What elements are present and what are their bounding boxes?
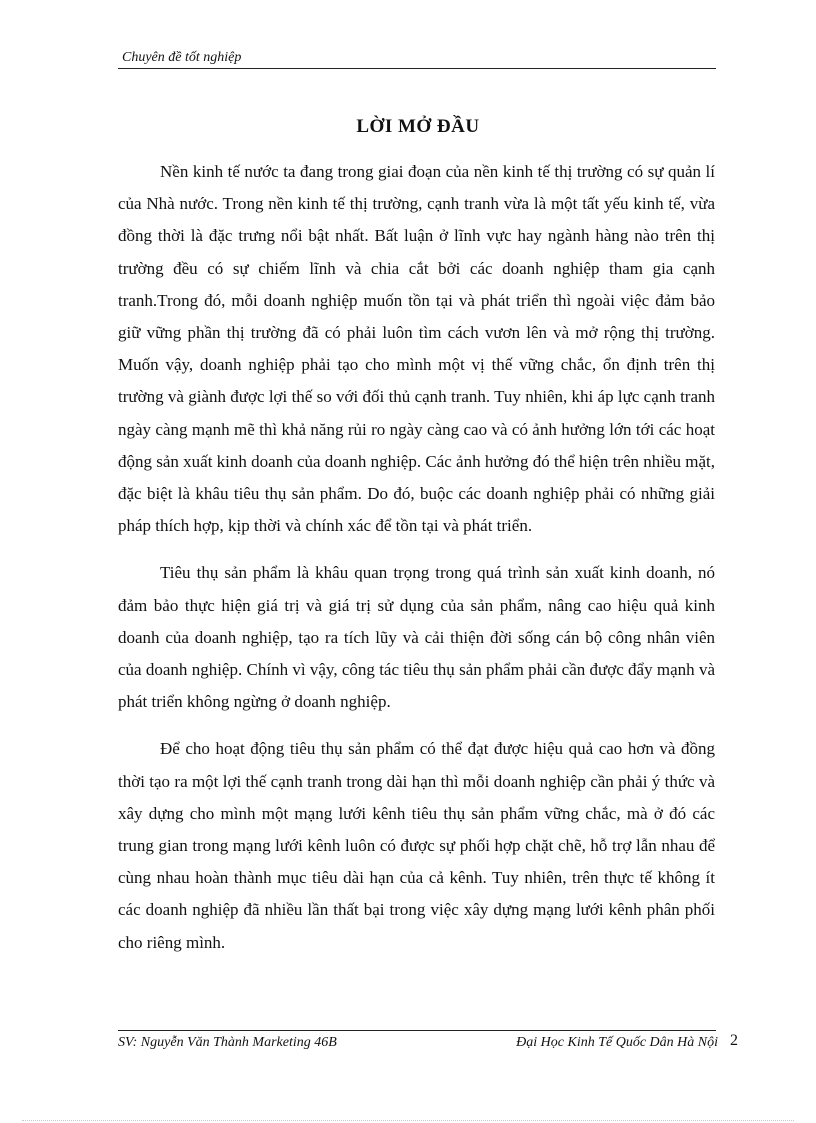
footer-rule bbox=[118, 1030, 716, 1031]
page-bottom-border bbox=[22, 1120, 794, 1121]
body-text bbox=[118, 156, 715, 974]
footer-university: Đại Học Kinh Tế Quốc Dân Hà Nội bbox=[516, 1035, 718, 1050]
header-rule bbox=[118, 68, 716, 69]
footer-student: SV: Nguyễn Văn Thành Marketing 46B bbox=[118, 1035, 337, 1050]
paragraph-2: Tiêu thụ sản phẩm là khâu quan trọng trong quá trình sản xuất kinh doanh, nó đảm bảo thực hiện giá trị và giá trị sử dụng của sản phẩm, nâng cao hiệu quả kinh doanh của doanh nghiệp, tạo ra tích lũy và cải thiện đời sống cán bộ công nhân viên của doanh nghiệp. Chính vì vậy, công tác tiêu thụ sản phẩm phải cần được đẩy mạnh và phát triển không ngừng ở doanh nghiệp. bbox=[118, 563, 715, 712]
paragraph-3: Để cho hoạt động tiêu thụ sản phẩm có thể đạt được hiệu quả cao hơn và đồng thời tạo ra một lợi thế cạnh tranh trong dài hạn thì mỗi doanh nghiệp cần phải ý thức và xây dựng cho mình một mạng lưới kênh tiêu thụ sản phẩm vững chắc, mà ở đó các trung gian trong mạng lưới kênh luôn có được sự phối hợp chặt chẽ, hỗ trợ lẫn nhau để cùng nhau hoàn thành mục tiêu dài hạn của cả kênh. Tuy nhiên, trên thực tế không ít các doanh nghiệp đã nhiều lần thất bại trong việc xây dựng mạng lưới kênh phân phối cho riêng mình. bbox=[118, 739, 715, 952]
paragraph-1: Nền kinh tế nước ta đang trong giai đoạn của nền kinh tế thị trường có sự quản lí của Nhà nước. Trong nền kinh tế thị trường, cạnh tranh vừa là một tất yếu kinh tế, vừa đồng thời là đặc trưng nổi bật nhất. Bất luận ở lĩnh vực hay ngành hàng nào trên thị trường đều có sự chiếm lĩnh và chia cắt bởi các doanh nghiệp tham gia cạnh tranh.Trong đó, mỗi doanh nghiệp muốn tồn tại và phát triển thì ngoài việc đảm bảo giữ vững phần thị trường đã có phải luôn tìm cách vươn lên và mở rộng thị trường. Muốn vậy, doanh nghiệp phải tạo cho mình một vị thế vững chắc, ổn định trên thị trường và giành được lợi thế so với đối thủ cạnh tranh. Tuy nhiên, khi áp lực cạnh tranh ngày càng mạnh mẽ thì khả năng rủi ro ngày càng cao và có ảnh hưởng lớn tới các hoạt động sản xuất kinh doanh của doanh nghiệp. Các ảnh hưởng đó thể hiện trên nhiều mặt, đặc biệt là khâu tiêu thụ sản phẩm. Do đó, buộc các doanh nghiệp phải có những giải pháp thích hợp, kịp thời và chính xác để tồn tại và phát triển. bbox=[118, 162, 716, 536]
page-title: LỜI MỞ ĐẦU bbox=[356, 116, 480, 137]
running-header: Chuyên đề tốt nghiệp bbox=[122, 50, 242, 65]
page-number: 2 bbox=[730, 1032, 738, 1049]
